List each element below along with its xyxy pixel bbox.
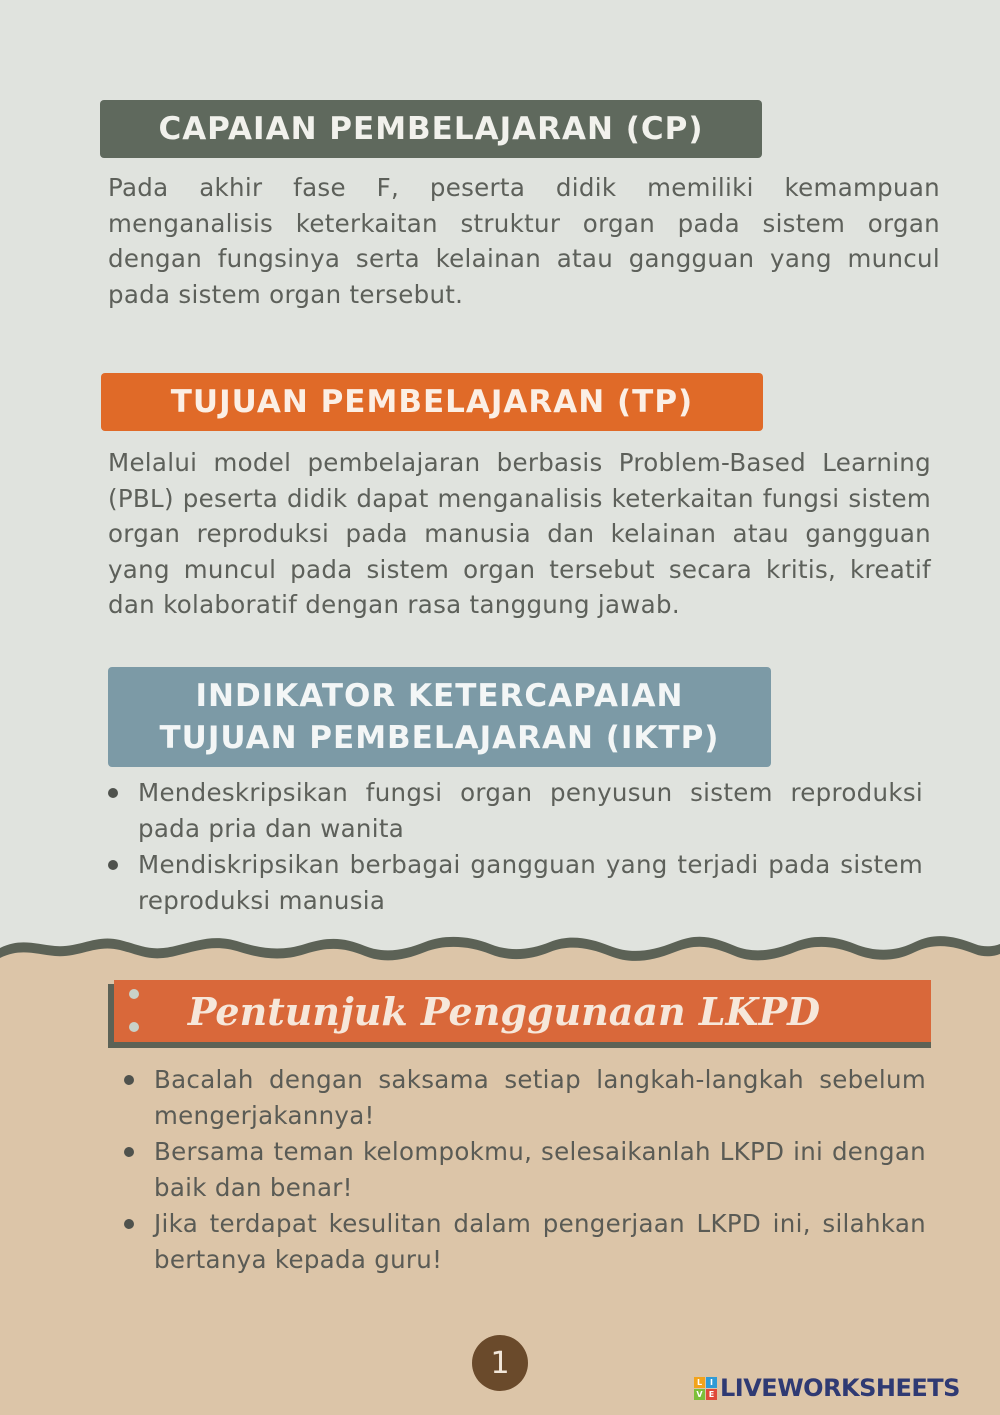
lkpd-heading-text: Pentunjuk Penggunaan LKPD	[187, 988, 821, 1034]
list-item	[124, 1134, 926, 1206]
bullet-icon	[124, 1219, 134, 1229]
iktp-heading	[108, 667, 771, 767]
list-item	[108, 847, 923, 919]
logo-letter: I	[706, 1377, 717, 1388]
iktp-list	[108, 775, 923, 919]
iktp-heading-line2: TUJUAN PEMBELAJARAN (IKTP)	[159, 720, 720, 756]
list-item	[124, 1062, 926, 1134]
liveworksheets-logo-icon	[694, 1377, 717, 1400]
binder-ring-icon	[129, 989, 139, 999]
brand-name: LIVEWORKSHEETS	[720, 1374, 960, 1402]
iktp-item-text: Mendiskripsikan berbagai gangguan yang terjadi pada sistem reproduksi manusia	[138, 850, 923, 915]
bullet-icon	[108, 860, 118, 870]
bullet-icon	[124, 1147, 134, 1157]
lkpd-item-text: Bersama teman kelompokmu, selesaikanlah LKPD ini dengan baik dan benar!	[154, 1137, 926, 1202]
tp-paragraph: Melalui model pembelajaran berbasis Problem-Based Learning (PBL) peserta didik dapat menganalisis keterkaitan fungsi sistem organ reproduksi pada manusia dan kelainan atau gangguan yang muncul pada sistem organ tersebut secara kritis, kreatif dan kolaboratif dengan rasa tanggung jawab.	[108, 448, 931, 619]
logo-letter: E	[706, 1389, 717, 1400]
cp-paragraph: Pada akhir fase F, peserta didik memiliki kemampuan menganalisis keterkaitan struktur organ pada sistem organ dengan fungsinya serta kelainan atau gangguan yang muncul pada sistem organ tersebut.	[108, 173, 940, 309]
lkpd-banner-face	[114, 980, 931, 1042]
lkpd-instructions-list	[124, 1062, 926, 1278]
bullet-icon	[124, 1075, 134, 1085]
tp-heading-text: TUJUAN PEMBELAJARAN (TP)	[170, 384, 694, 420]
logo-letter: L	[694, 1377, 705, 1388]
lkpd-item-text: Jika terdapat kesulitan dalam pengerjaan LKPD ini, silahkan bertanya kepada guru!	[154, 1209, 926, 1274]
binder-ring-icon	[129, 1022, 139, 1032]
cp-heading	[100, 100, 762, 158]
bullet-icon	[108, 788, 118, 798]
list-item	[108, 775, 923, 847]
logo-letter: V	[694, 1389, 705, 1400]
page-number: 1	[472, 1335, 528, 1391]
cp-heading-text: CAPAIAN PEMBELAJARAN (CP)	[158, 111, 704, 147]
iktp-item-text: Mendeskripsikan fungsi organ penyusun sistem reproduksi pada pria dan wanita	[138, 778, 923, 843]
liveworksheets-brand[interactable]	[694, 1374, 960, 1402]
tp-heading	[101, 373, 763, 431]
list-item	[124, 1206, 926, 1278]
iktp-heading-line1: INDIKATOR KETERCAPAIAN	[195, 678, 684, 714]
lkpd-heading	[108, 980, 931, 1048]
lkpd-item-text: Bacalah dengan saksama setiap langkah-langkah sebelum mengerjakannya!	[154, 1065, 926, 1130]
